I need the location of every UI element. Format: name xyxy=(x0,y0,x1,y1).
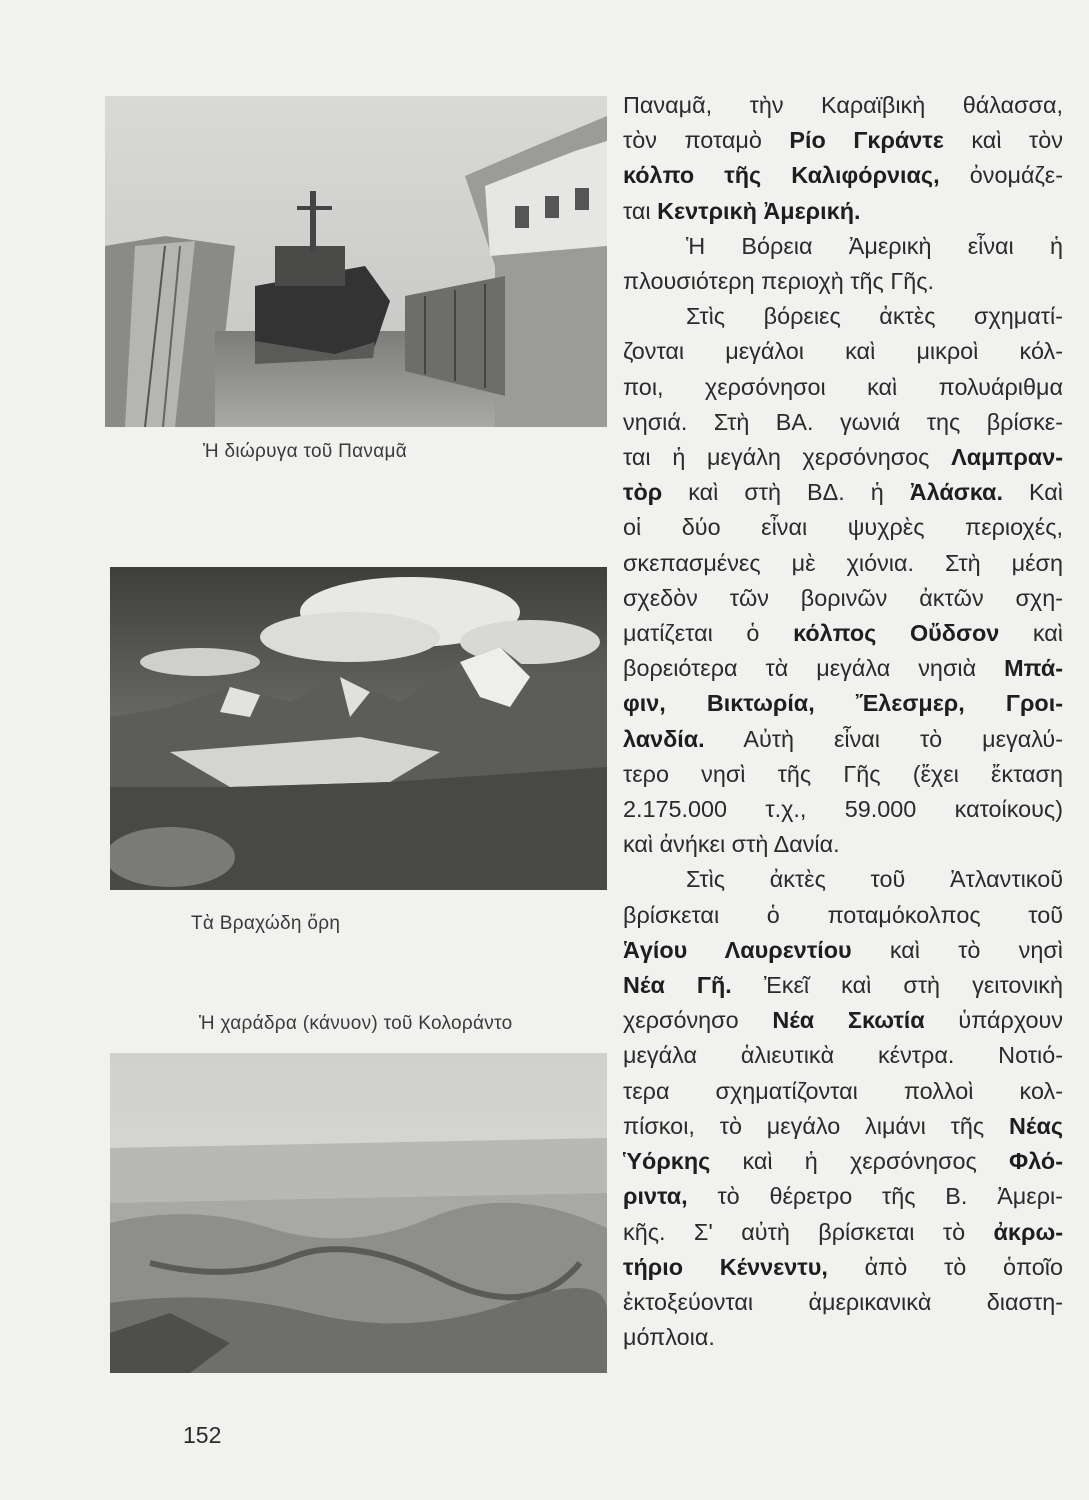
rockies-caption: Τὰ Βραχώδη ὄρη xyxy=(191,913,341,934)
panama-canal-photo xyxy=(105,96,607,427)
text-run: Στὶς βόρειες ἀκτὲς σχηματί- xyxy=(686,303,1063,330)
bold-term: ριντα, xyxy=(623,1183,688,1210)
bold-term: κόλπο τῆς Καλιφόρνιας, xyxy=(623,162,940,189)
text-run: Αὐτὴ εἶναι τὸ μεγαλύ- xyxy=(704,725,1063,752)
text-line xyxy=(623,1074,1063,1109)
bold-term: τὸρ xyxy=(623,479,663,506)
text-line xyxy=(623,1144,1063,1179)
text-line xyxy=(623,792,1063,827)
text-run: οἱ δύο εἶναι ψυχρὲς περιοχές, xyxy=(623,514,1063,541)
text-run: τὸ θέρετρο τῆς Β. Ἀμερι- xyxy=(687,1183,1063,1210)
text-run: Στὶς ἀκτὲς τοῦ Ἀτλαντικοῦ xyxy=(686,866,1063,893)
mountain-lake-photo-icon xyxy=(110,567,607,890)
text-line xyxy=(623,158,1063,193)
bold-term: Μπά- xyxy=(1004,655,1063,682)
page-number: 152 xyxy=(183,1422,222,1448)
text-line xyxy=(623,510,1063,545)
text-line xyxy=(623,1285,1063,1320)
text-line xyxy=(623,1179,1063,1214)
bold-term: Κεντρικὴ Ἀμερική. xyxy=(657,197,861,224)
text-line xyxy=(623,194,1063,229)
text-run: ὑπάρχουν xyxy=(924,1007,1063,1034)
text-run: ἀπὸ τὸ ὁποῖο xyxy=(827,1253,1063,1280)
bold-term: Ἁγίου Λαυρεντίου xyxy=(623,936,852,963)
text-run: καὶ ἀνήκει στὴ Δανία. xyxy=(623,831,840,858)
colorado-caption: Ἡ χαράδρα (κάνυον) τοῦ Κολοράντο xyxy=(199,1013,513,1034)
text-run: ἐκτοξεύονται ἀμερικανικὰ διαστη- xyxy=(623,1288,1063,1315)
text-line xyxy=(623,1320,1063,1355)
text-run: βορειότερα τὰ μεγάλα νησιὰ xyxy=(623,655,1005,682)
ship-in-canal-lock-photo-icon xyxy=(105,96,607,427)
bold-term: Νέα Γῆ. xyxy=(623,972,732,999)
text-line xyxy=(623,334,1063,369)
text-run: καὶ τὸν xyxy=(943,127,1064,154)
text-run: Ἐκεῖ καὶ στὴ γειτονικὴ xyxy=(731,972,1063,999)
text-run: νησιά. Στὴ ΒΑ. γωνιά της βρίσκε- xyxy=(623,408,1063,435)
bold-term: Ἀλάσκα. xyxy=(909,479,1003,506)
text-run: 2.175.000 τ.χ., 59.000 κατοίκους) xyxy=(623,796,1063,823)
text-run: ται ἡ μεγάλη χερσόνησος xyxy=(623,444,952,471)
text-line xyxy=(623,686,1063,721)
text-line xyxy=(623,1215,1063,1250)
text-run: χερσόνησο xyxy=(623,1007,773,1034)
text-line xyxy=(623,651,1063,686)
text-run: ται xyxy=(623,197,658,224)
text-run: σκεπασμένες μὲ χιόνια. Στὴ μέση xyxy=(623,549,1063,576)
text-run: ζονται μεγάλοι καὶ μικροὶ κόλ- xyxy=(623,338,1063,365)
text-line xyxy=(623,933,1063,968)
text-line xyxy=(623,757,1063,792)
text-run: μόπλοια. xyxy=(623,1324,715,1351)
text-run: Ἡ Βόρεια Ἀμερικὴ εἶναι ἡ xyxy=(686,232,1063,259)
bold-term: Ὑόρκης xyxy=(623,1148,711,1175)
body-text-column xyxy=(623,88,1063,1355)
text-line xyxy=(623,405,1063,440)
bold-term: τήριο Κέννεντυ, xyxy=(623,1253,828,1280)
text-run: πίσκοι, τὸ μεγάλο λιμάνι τῆς xyxy=(623,1112,1009,1139)
text-run: καὶ στὴ ΒΔ. ἡ xyxy=(662,479,910,506)
text-run: καὶ xyxy=(999,620,1063,647)
bold-term: ἀκρω- xyxy=(993,1218,1063,1245)
bold-term: Φλό- xyxy=(1009,1148,1063,1175)
text-run: τερα σχηματίζονται πολλοὶ κολ- xyxy=(623,1077,1063,1104)
bold-term: φιν, Βικτωρία, Ἔλεσμερ, Γροι- xyxy=(623,690,1063,717)
panama-caption: Ἡ διώρυγα τοῦ Παναμᾶ xyxy=(203,441,408,462)
text-line xyxy=(623,475,1063,510)
text-run: καὶ ἡ χερσόνησος xyxy=(710,1148,1009,1175)
text-line xyxy=(623,1003,1063,1038)
text-line xyxy=(623,968,1063,1003)
text-line xyxy=(623,440,1063,475)
text-line xyxy=(623,229,1063,264)
text-line xyxy=(623,88,1063,123)
text-line xyxy=(623,722,1063,757)
text-run: σχεδὸν τῶν βορινῶν ἀκτῶν σχη- xyxy=(623,584,1063,611)
bold-term: Λαμπραν- xyxy=(951,444,1063,471)
text-line xyxy=(623,1250,1063,1285)
text-line xyxy=(623,581,1063,616)
text-run: πλουσιότερη περιοχὴ τῆς Γῆς. xyxy=(623,268,934,295)
text-line xyxy=(623,299,1063,334)
text-run: κῆς. Σ' αὐτὴ βρίσκεται τὸ xyxy=(623,1218,994,1245)
text-run: μεγάλα ἁλιευτικὰ κέντρα. Νοτιό- xyxy=(623,1042,1063,1069)
text-run: ποι, χερσόνησοι καὶ πολυάριθμα xyxy=(623,373,1063,400)
bold-term: λανδία. xyxy=(623,725,705,752)
text-run: ὀνομάζε- xyxy=(939,162,1063,189)
text-line xyxy=(623,898,1063,933)
text-run: Παναμᾶ, τὴν Καραϊβικὴ θάλασσα, xyxy=(623,92,1063,118)
text-line xyxy=(623,370,1063,405)
text-run: καὶ τὸ νησὶ xyxy=(851,936,1063,963)
text-line xyxy=(623,862,1063,897)
text-line xyxy=(623,1038,1063,1073)
canyon-landscape-photo-icon xyxy=(110,1053,607,1373)
bold-term: Ρίο Γκράντε xyxy=(789,127,944,154)
text-line xyxy=(623,546,1063,581)
text-run: Καὶ xyxy=(1002,479,1063,506)
text-line xyxy=(623,123,1063,158)
text-line xyxy=(623,264,1063,299)
text-run: βρίσκεται ὁ ποταμόκολπος τοῦ xyxy=(623,901,1063,928)
text-line xyxy=(623,1109,1063,1144)
text-run: τερο νησὶ τῆς Γῆς (ἔχει ἔκταση xyxy=(623,760,1063,787)
text-line xyxy=(623,827,1063,862)
text-line xyxy=(623,616,1063,651)
colorado-canyon-photo xyxy=(110,1053,607,1373)
bold-term: Νέας xyxy=(1009,1112,1063,1139)
text-run: τὸν ποταμὸ xyxy=(623,127,790,154)
bold-term: Νέα Σκωτία xyxy=(772,1007,925,1034)
bold-term: κόλπος Οὔδσον xyxy=(793,620,1000,647)
text-run: ματίζεται ὁ xyxy=(623,620,794,647)
rocky-mountains-photo xyxy=(110,567,607,890)
